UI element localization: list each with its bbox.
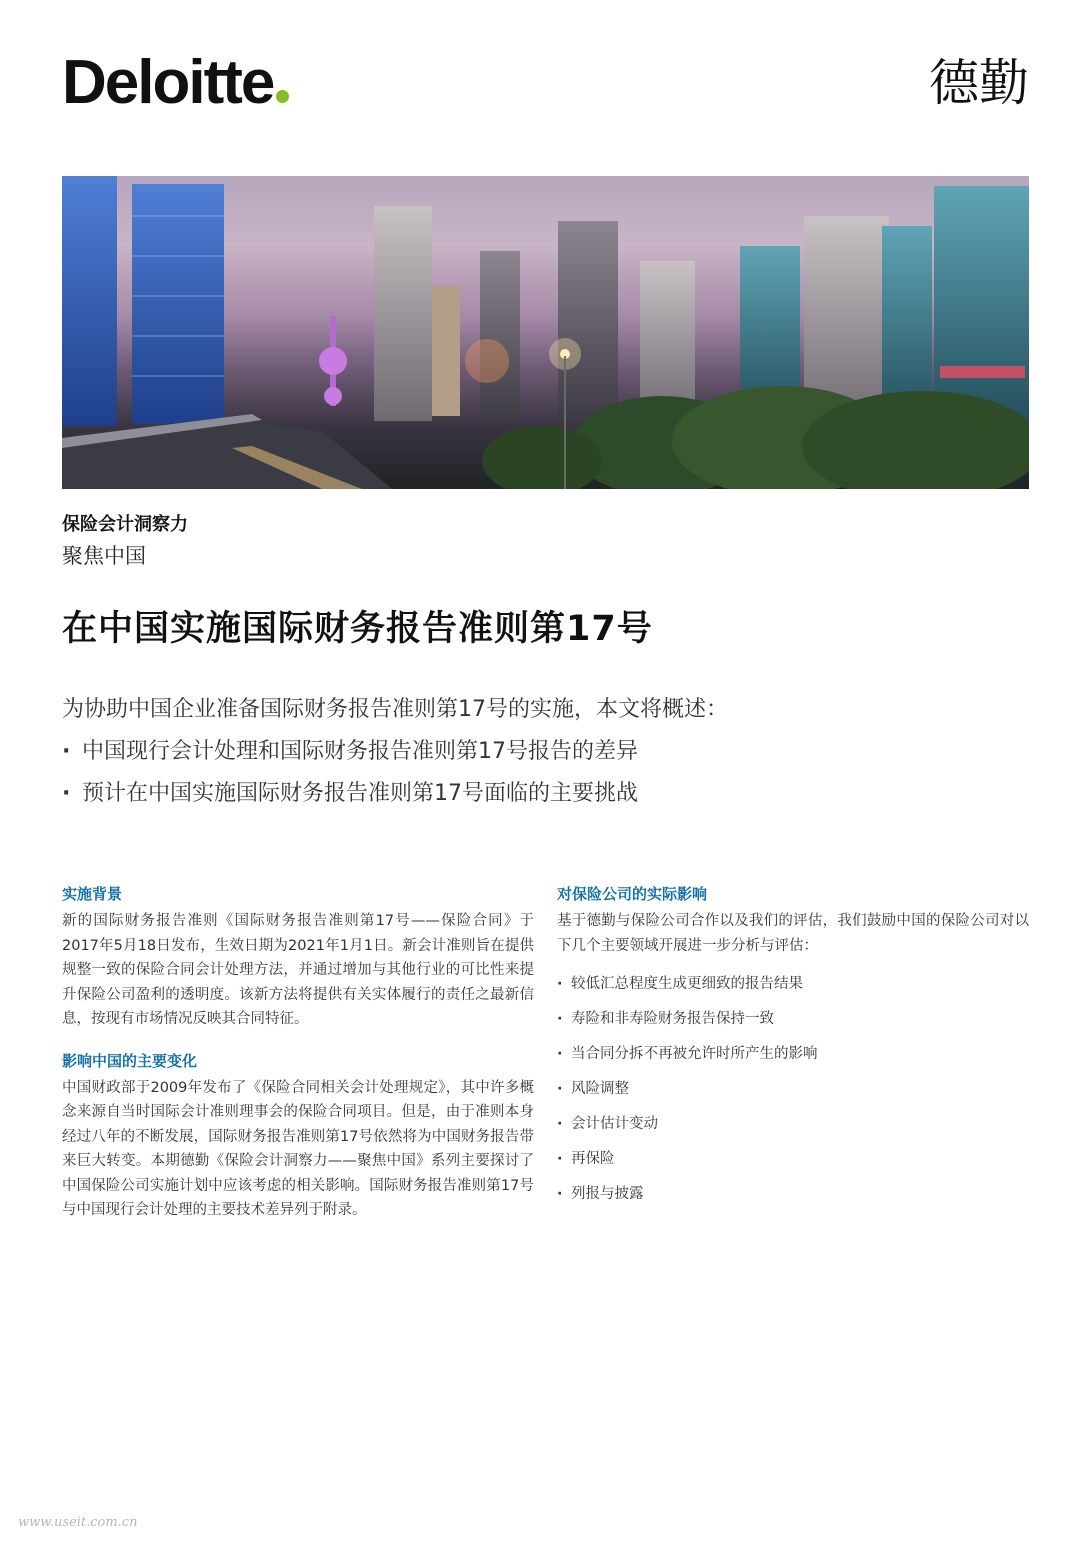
page-title: 在中国实施国际财务报告准则第17号 (62, 609, 653, 649)
city-skyline-photo-icon (62, 176, 1029, 489)
intro-block (62, 695, 1022, 821)
section-body-background: 新的国际财务报告准则《国际财务报告准则第17号——保险合同》于2017年5月18日发布，生效日期为2021年1月1日。新会计准则旨在提供规整一致的保险合同会计处理方法，并通过增加与其他行业的可比性来提升保险公司盈利的透明度。该新方法将提供有关实体履行的责任之最新信息，按现有市场情况反映其合同特征。 (62, 913, 534, 1027)
list-item: · 列报与披露 (557, 1182, 1029, 1206)
section-heading-changes: 影响中国的主要变化 (62, 1051, 198, 1070)
list-item: · 风险调整 (557, 1077, 1029, 1101)
section-body-changes: 中国财政部于2009年发布了《保险合同相关会计处理规定》，其中许多概念来源自当时国际会计准则理事会的保险合同项目。但是，由于准则本身经过八年的不断发展，国际财务报告准则第17号依然将为中国财务报告带来巨大转变。本期德勤《保险会计洞察力——聚焦中国》系列主要探讨了中国保险公司实施计划中应该考虑的相关影响。国际财务报告准则第17号与中国现行会计处理的主要技术差异列于附录。 (62, 1079, 534, 1218)
brand-chinese-name: 德勤 (929, 54, 1029, 112)
hero-city-image (62, 176, 1029, 489)
intro-bullet: · 中国现行会计处理和国际财务报告准则第17号报告的差异 (62, 737, 1022, 767)
intro-lead: 为协助中国企业准备国际财务报告准则第17号的实施，本文将概述： (62, 697, 728, 722)
series-title: 保险会计洞察力 (62, 514, 188, 535)
logo-text: Deloitte (62, 48, 274, 117)
list-item: · 会计估计变动 (557, 1112, 1029, 1136)
list-item: · 当合同分拆不再被允许时所产生的影响 (557, 1042, 1029, 1066)
watermark: www.useit.com.cn (18, 1515, 138, 1530)
left-column (62, 883, 534, 1223)
intro-bullet: · 预计在中国实施国际财务报告准则第17号面临的主要挑战 (62, 779, 1022, 809)
list-item: · 寿险和非寿险财务报告保持一致 (557, 1007, 1029, 1031)
section-body-impact: 基于德勤与保险公司合作以及我们的评估，我们鼓励中国的保险公司对以下几个主要领域开展进一步分析与评估： (557, 913, 1029, 954)
deloitte-logo (62, 48, 289, 117)
list-item: · 较低汇总程度生成更细致的报告结果 (557, 972, 1029, 996)
list-item: · 再保险 (557, 1147, 1029, 1171)
series-subtitle: 聚焦中国 (62, 544, 146, 568)
impact-list (557, 972, 1029, 1206)
logo-dot-icon (276, 90, 289, 103)
section-heading-background: 实施背景 (62, 885, 123, 903)
section-heading-impact: 对保险公司的实际影响 (557, 885, 708, 903)
right-column (557, 883, 1029, 1217)
